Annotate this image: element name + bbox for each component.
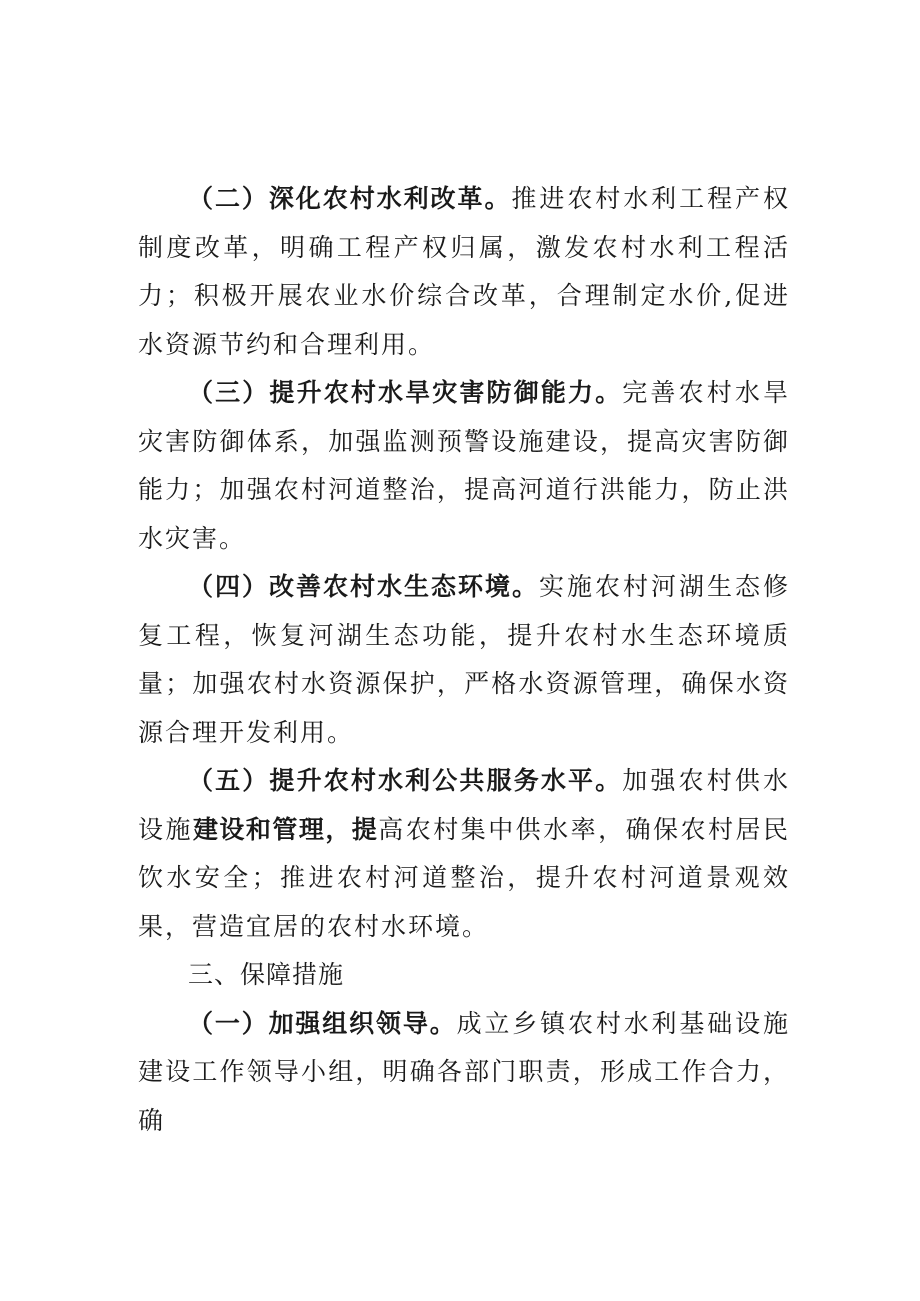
paragraph-lead: （五）提升农村水利公共服务水平。 — [188, 766, 623, 795]
paragraph-text-bold: 建设和管理，提 — [192, 814, 379, 844]
paragraph-text: 高农村集中供水率，确保农村居民饮水安全；推进农村河道整治，提升农村河道景观效果，营造宜居的农村水环境。 — [138, 814, 790, 941]
paragraph-text: 完善农村水旱灾害防御体系，加强监测预警设施建设，提高灾害防御能力；加强农村河道整治，提高河道行洪能力，防止洪水灾害。 — [138, 378, 790, 553]
paragraph-lead: （二）深化农村水利改革。 — [188, 184, 512, 213]
paragraph-text: 推进农村水利工程产权制度改革，明确工程产权归属，激发农村水利工程活力；积极开展农业水价综合改革，合理制定水价,促进水资源节约和合理利用。 — [138, 184, 790, 359]
paragraph-water-ecology — [138, 563, 790, 757]
paragraph-public-service — [138, 757, 790, 951]
section-heading: 三、保障措施 — [188, 960, 345, 989]
paragraph-water-reform — [138, 175, 790, 369]
paragraph-text: 加强农村供水设施 — [138, 766, 790, 844]
paragraph-text: 成立乡镇农村水利基础设施建设工作领导小组，明确各部门职责，形成工作合力，确 — [138, 1008, 790, 1135]
paragraph-lead: （一）加强组织领导。 — [188, 1008, 457, 1038]
paragraph-lead: （三）提升农村水旱灾害防御能力。 — [188, 378, 623, 407]
paragraph-disaster-defense — [138, 369, 790, 563]
paragraph-text: 实施农村河湖生态修复工程，恢复河湖生态功能，提升农村水生态环境质量；加强农村水资源保护，严格水资源管理，确保水资源合理开发利用。 — [138, 572, 790, 747]
paragraph-organization — [138, 1000, 790, 1146]
paragraph-lead: （四）改善农村水生态环境。 — [188, 572, 539, 601]
document-body — [138, 175, 790, 1145]
